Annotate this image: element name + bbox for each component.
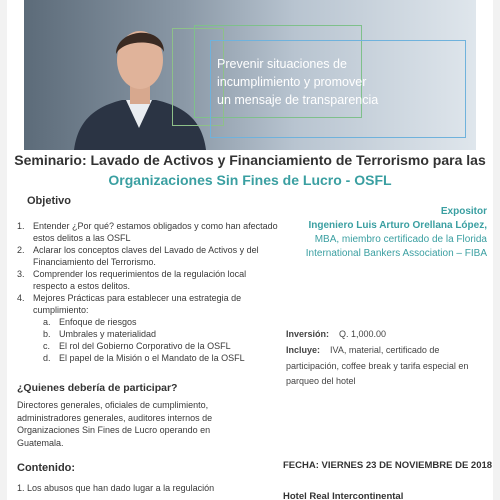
- expositor-heading: Expositor: [440, 206, 487, 217]
- event-date: FECHA: VIERNES 23 DE NOVIEMBRE DE 2018: [283, 460, 493, 471]
- objetivo-list: [17, 220, 279, 364]
- list-item: 1. Entender ¿Por qué? estamos obligados y como han afectado estos delitos a las OSFL: [17, 221, 278, 243]
- sub-list: [33, 316, 279, 364]
- inversion-label: Inversión:: [286, 329, 330, 339]
- event-venue: Hotel Real Intercontinental: [283, 491, 404, 500]
- incluye-block: [286, 343, 491, 390]
- inversion-value: Q. 1,000.00: [339, 329, 387, 339]
- incluye-label: Incluye:: [286, 345, 321, 355]
- expositor-description: MBA, miembro certificado de la Florida International Bankers Association – FIBA: [305, 234, 487, 259]
- participants-text: Directores generales, oficiales de cumplimiento, administradores generales, auditores internos de Organizaciones Sin Fines de Lucro operando en Guatemala.: [17, 400, 213, 448]
- flyer-page: [7, 0, 493, 500]
- objetivo-heading: Objetivo: [27, 195, 72, 207]
- expositor-name: Ingeniero Luis Arturo Orellana López,: [308, 220, 487, 231]
- sub-list-item: b. Umbrales y materialidad: [43, 329, 157, 339]
- participants-heading: ¿Quienes debería de participar?: [17, 382, 178, 394]
- sub-list-item: a. Enfoque de riesgos: [43, 317, 137, 327]
- hero-message: Prevenir situaciones de incumplimiento y promover un mensaje de transparencia: [217, 57, 379, 107]
- list-item: 2. Aclarar los conceptos claves del Lavado de Activos y del Financiamiento del Terrorismo.: [17, 245, 259, 267]
- sub-list-item: c. El rol del Gobierno Corporativo de la OSFL: [43, 341, 231, 351]
- list-item: 4. Mejores Prácticas para establecer una estrategia de cumplimiento: a. Enfoque de riesgos b. Umbrales y materialidad c. El rol del Gobierno Corporativo de la OSFL d. El papel de la Misión o el Mandato de la OSFL: [17, 292, 279, 364]
- sub-list-item: d. El papel de la Misión o el Mandato de la OSFL: [43, 353, 245, 363]
- contenido-heading: Contenido:: [17, 462, 76, 474]
- seminar-subtitle: Organizaciones Sin Fines de Lucro - OSFL: [108, 172, 392, 188]
- list-item: 3. Comprender los requerimientos de la regulación local respecto a estos delitos.: [17, 269, 247, 291]
- seminar-title: Seminario: Lavado de Activos y Financiamiento de Terrorismo para las: [14, 152, 486, 168]
- inversion-line: [286, 329, 386, 339]
- contenido-text: 1. Los abusos que han dado lugar a la regulación: [17, 483, 215, 493]
- hero-banner: [24, 0, 476, 150]
- incluye-text: IVA, material, certificado de participación, coffee break y tarifa especial en parqueo del hotel: [286, 345, 469, 386]
